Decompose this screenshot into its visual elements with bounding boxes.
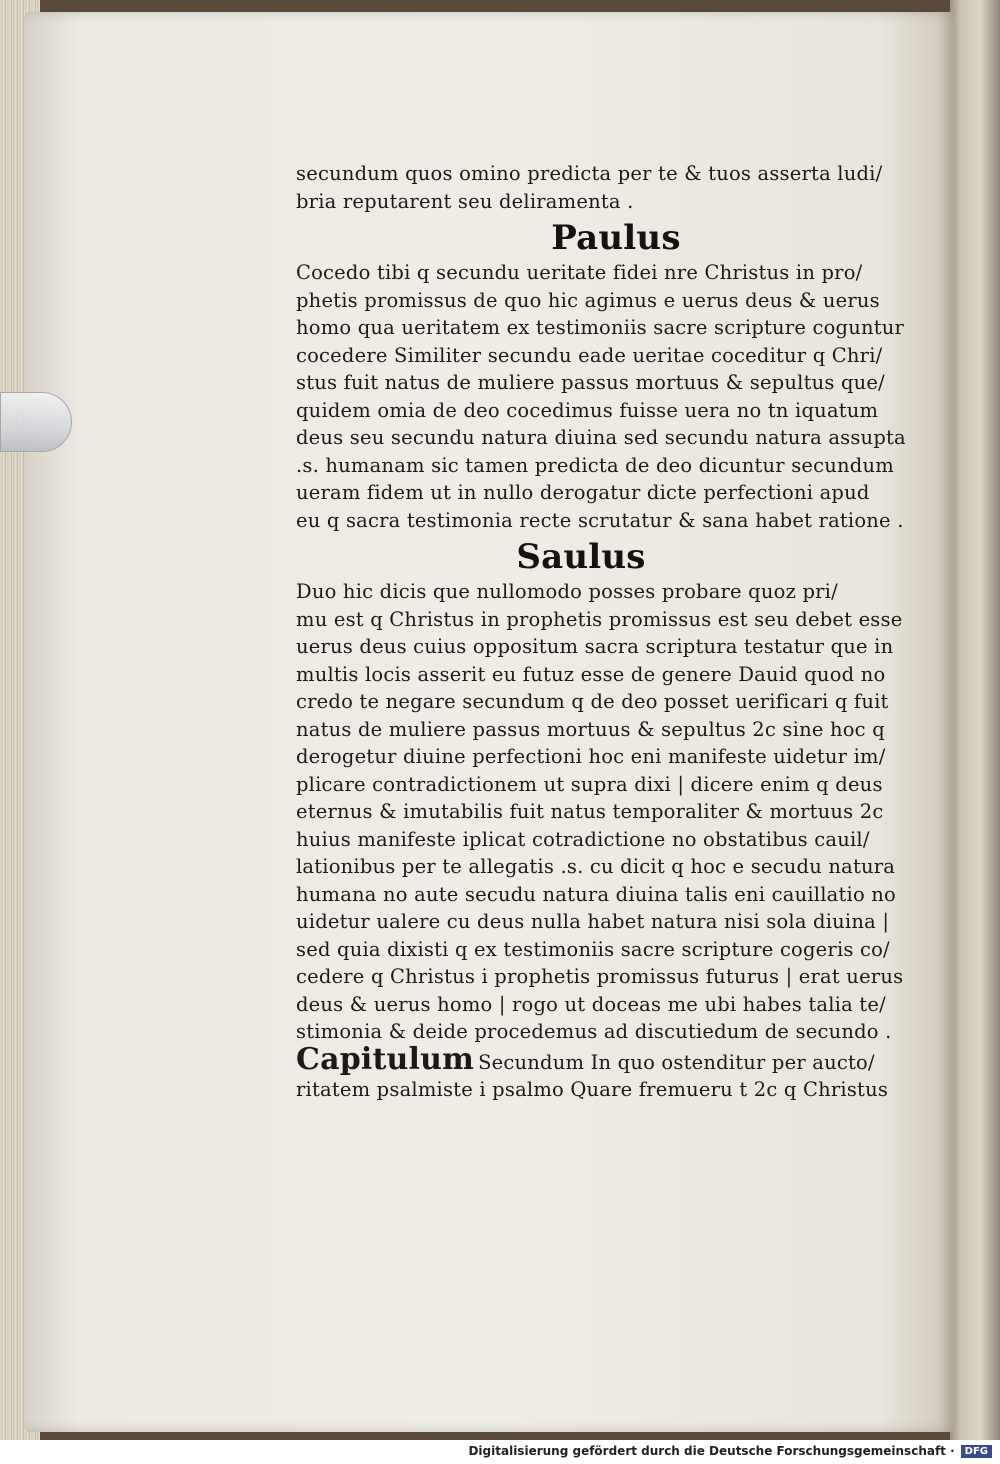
paulus-paragraph (296, 259, 906, 534)
footer-credit: Digitalisierung gefördert durch die Deutsche Forschungsgemeinschaft · (468, 1444, 955, 1458)
text-line: credo te negare secundum q de deo posset uerificari q fuit (296, 690, 889, 713)
text-line: stus fuit natus de muliere passus mortuus & sepultus que/ (296, 371, 885, 394)
text-line: huius manifeste iplicat cotradictione no obstatibus cauil/ (296, 827, 870, 851)
page-clip (0, 392, 72, 452)
text-line: deus seu secundu natura diuina sed secundu natura assupta (296, 426, 906, 449)
text-line: uerus deus cuius oppositum sacra scriptura testatur que in (296, 635, 894, 658)
text-line: mu est q Christus in prophetis promissus est seu debet esse (296, 607, 903, 631)
text-line: sed quia dixisti q ex testimoniis sacre scripture cogeris co/ (296, 937, 890, 961)
chapter-title-rest: Secundum In quo ostenditur per aucto/ (478, 1050, 875, 1074)
text-line: phetis promissus de quo hic agimus e uerus deus & uerus (296, 288, 880, 312)
text-line: eternus & imutabilis fuit natus temporaliter & mortuus 2c (296, 800, 884, 823)
text-line: stimonia & deide procedemus ad discutiedum de secundo . (296, 1020, 892, 1043)
text-line: quidem omia de deo cocedimus fuisse uera no tn iquatum (296, 398, 879, 422)
text-line: homo qua ueritatem ex testimoniis sacre scripture coguntur (296, 316, 905, 339)
chapter-line-1 (296, 1041, 875, 1077)
text-line: bria reputarent seu deliramenta . (296, 189, 634, 213)
saulus-paragraph (296, 578, 904, 1046)
digitization-footer (0, 1440, 1000, 1464)
chapter-line-2: ritatem psalmiste i psalmo Quare fremueru t 2c q Christus (296, 1078, 889, 1101)
text-line: derogetur diuine perfectioni hoc eni manifeste uidetur im/ (296, 745, 886, 768)
text-line: deus & uerus homo | rogo ut doceas me ubi habes talia te/ (296, 992, 886, 1016)
text-line: Cocedo tibi q secundu ueritate fidei nre Christus in pro/ (296, 261, 863, 284)
speaker-heading-paulus: Paulus (551, 218, 681, 258)
intro-paragraph (296, 160, 883, 215)
text-line: .s. humanam sic tamen predicta de deo dicuntur secundum (296, 453, 894, 477)
text-line: ueram fidem ut in nullo derogatur dicte perfectioni apud (296, 481, 870, 504)
text-line: lationibus per te allegatis .s. cu dicit q hoc e secudu natura (296, 855, 896, 878)
text-line: humana no aute secudu natura diuina talis eni cauillatio no (296, 882, 896, 906)
text-line: Duo hic dicis que nullomodo posses probare quoz pri/ (296, 580, 838, 603)
text-block (296, 160, 906, 1104)
facing-page-edge (950, 0, 1000, 1440)
chapter-heading (296, 1041, 889, 1104)
speaker-heading-saulus: Saulus (516, 537, 646, 577)
dfg-logo: DFG (961, 1445, 992, 1458)
text-line: cocedere Similiter secundu eade ueritae coceditur q Chri/ (296, 343, 883, 367)
text-line: cedere q Christus i prophetis promissus futurus | erat uerus (296, 965, 904, 988)
text-line: plicare contradictionem ut supra dixi | dicere enim q deus (296, 772, 883, 796)
text-line: secundum quos omino predicta per te & tuos asserta ludi/ (296, 162, 883, 185)
text-line: eu q sacra testimonia recte scrutatur & sana habet ratione . (296, 508, 904, 532)
chapter-word: Capitulum (296, 1041, 475, 1077)
text-line: natus de muliere passus mortuus & sepultus 2c sine hoc q (296, 717, 885, 741)
text-line: uidetur ualere cu deus nulla habet natura nisi sola diuina | (296, 910, 890, 933)
text-line: multis locis asserit eu futuz esse de genere Dauid quod no (296, 662, 886, 686)
